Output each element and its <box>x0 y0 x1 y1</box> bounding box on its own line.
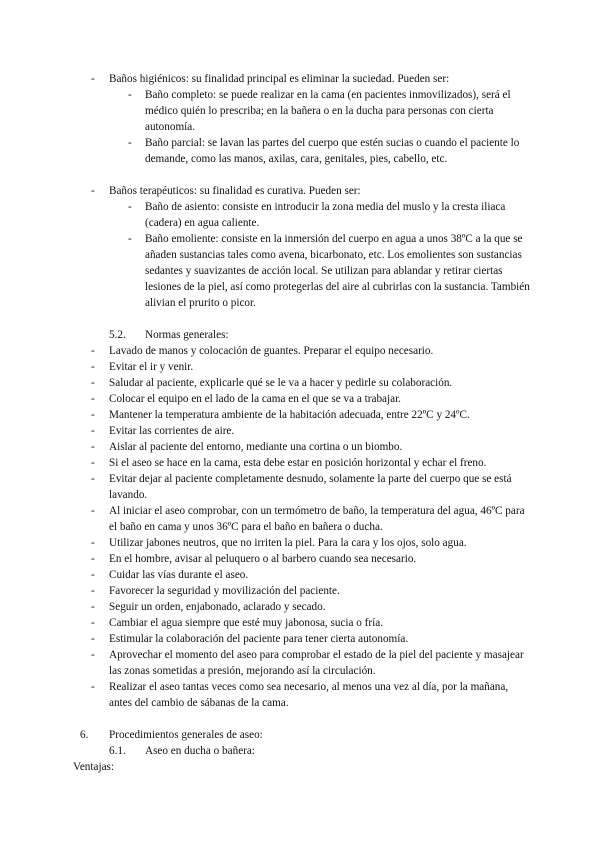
section-title: Normas generales: <box>145 329 229 341</box>
bullet-dash: - <box>91 441 95 453</box>
bullet-dash: - <box>91 425 95 437</box>
rule-item: Evitar el ir y venir. <box>109 361 194 373</box>
bullet-dash: - <box>91 537 95 549</box>
bullet-dash: - <box>91 649 95 661</box>
rule-item: Seguir un orden, enjabonado, aclarado y secado. <box>109 601 326 613</box>
rule-item: Al iniciar el aseo comprobar, con un termómetro de baño, la temperatura del agua, 46ºC para el baño en cama y unos 36ºC para el baño en bañera o ducha. <box>109 505 525 533</box>
bullet-dash: - <box>91 633 95 645</box>
rule-item: Mantener la temperatura ambiente de la habitación adecuada, entre 22ºC y 24ºC. <box>109 409 470 421</box>
bullet-dash: - <box>91 681 95 693</box>
bullet-dash: - <box>91 617 95 629</box>
therapeutic-baths-item: Baños terapéuticos: su finalidad es curativa. Pueden ser: <box>109 185 361 197</box>
rule-item: Cambiar el agua siempre que esté muy jabonosa, sucia o fría. <box>109 617 384 629</box>
bullet-dash: - <box>91 409 95 421</box>
bullet-dash: - <box>128 137 132 149</box>
rule-item: Aislar al paciente del entorno, mediante una cortina o un biombo. <box>109 441 403 453</box>
rule-item: Si el aseo se hace en la cama, esta debe estar en posición horizontal y echar el freno. <box>109 457 487 469</box>
bullet-dash: - <box>91 569 95 581</box>
rule-item: Colocar el equipo en el lado de la cama en el que se va a trabajar. <box>109 393 401 405</box>
rule-item: Aprovechar el momento del aseo para comprobar el estado de la piel del paciente y masajear las zonas sometidas a presión, mejorando así la circulación. <box>109 649 524 677</box>
rule-item: Utilizar jabones neutros, que no irriten la piel. Para la cara y los ojos, solo agua. <box>109 537 467 549</box>
bullet-dash: - <box>91 473 95 485</box>
section-title: Procedimientos generales de aseo: <box>109 729 263 741</box>
bullet-dash: - <box>91 73 95 85</box>
rule-item: Favorecer la seguridad y movilización del paciente. <box>109 585 340 597</box>
rule-item: Estimular la colaboración del paciente para tener cierta autonomía. <box>109 633 409 645</box>
bullet-dash: - <box>91 553 95 565</box>
rule-item: Evitar dejar al paciente completamente desnudo, solamente la parte del cuerpo que se está lavando. <box>109 473 512 501</box>
complete-bath-item: Baño completo: se puede realizar en la cama (en pacientes inmovilizados), será el médico quién lo prescriba; en la bañera o en la ducha para personas con cierta autonomía. <box>145 89 511 133</box>
bullet-dash: - <box>91 345 95 357</box>
rule-item: Cuidar las vías durante el aseo. <box>109 569 249 581</box>
rule-item: Evitar las corrientes de aire. <box>109 425 235 437</box>
partial-bath-item: Baño parcial: se lavan las partes del cuerpo que estén sucias o cuando el paciente lo demande, como las manos, axilas, cara, genitales, pies, cabello, etc. <box>145 137 520 165</box>
bullet-dash: - <box>128 233 132 245</box>
section-number: 5.2. <box>109 329 126 341</box>
subsection-number: 6.1. <box>109 745 126 757</box>
bullet-dash: - <box>91 585 95 597</box>
emollient-bath-item: Baño emoliente: consiste en la inmersión del cuerpo en agua a unos 38ºC a la que se añaden sustancias tales como avena, bicarbonato, etc. Los emolientes son sustancias sedantes y suavizantes de acción local. Se utilizan para ablandar y retirar ciertas lesiones de la piel, así como protegerlas del aire al cubrirlas con la sustancia. También alivian el prurito o picor. <box>145 233 530 309</box>
hygienic-baths-item: Baños higiénicos: su finalidad principal es eliminar la suciedad. Pueden ser: <box>109 73 450 85</box>
bullet-dash: - <box>91 505 95 517</box>
bullet-dash: - <box>128 201 132 213</box>
advantages-label: Ventajas: <box>73 761 115 773</box>
rule-item: En el hombre, avisar al peluquero o al barbero cuando sea necesario. <box>109 553 417 565</box>
rule-item: Realizar el aseo tantas veces como sea necesario, al menos una vez al día, por la mañana, antes del cambio de sábanas de la cama. <box>109 681 509 709</box>
rule-item: Lavado de manos y colocación de guantes. Preparar el equipo necesario. <box>109 345 434 357</box>
bullet-dash: - <box>91 457 95 469</box>
subsection-title: Aseo en ducha o bañera: <box>145 745 255 757</box>
bullet-dash: - <box>91 185 95 197</box>
bullet-dash: - <box>128 89 132 101</box>
bullet-dash: - <box>91 361 95 373</box>
bullet-dash: - <box>91 393 95 405</box>
bullet-dash: - <box>91 377 95 389</box>
sitz-bath-item: Baño de asiento: consiste en introducir la zona media del muslo y la cresta iliaca (cadera) en agua caliente. <box>145 201 506 229</box>
bullet-dash: - <box>91 601 95 613</box>
rule-item: Saludar al paciente, explicarle qué se le va a hacer y pedirle su colaboración. <box>109 377 453 389</box>
section-number: 6. <box>80 729 89 741</box>
